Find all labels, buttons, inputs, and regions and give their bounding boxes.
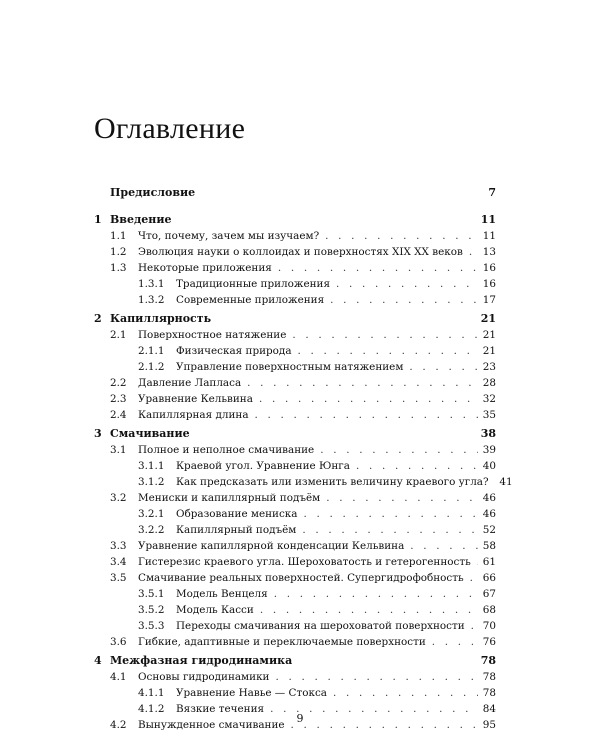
toc-leader-dots bbox=[333, 686, 478, 700]
toc-subsection-row[interactable] bbox=[94, 293, 496, 307]
toc-leader-dots bbox=[255, 408, 478, 422]
toc-entry-number: 3.5.3 bbox=[138, 620, 165, 632]
toc-leader-dots bbox=[336, 277, 478, 291]
toc-entry-label: Давление Лапласа bbox=[138, 377, 242, 389]
toc-entry-number: 2.2 bbox=[110, 377, 127, 389]
toc-entry-label: Межфазная гидродинамика bbox=[110, 654, 293, 667]
toc-entry-label: Традиционные приложения bbox=[176, 278, 331, 290]
toc-section-row[interactable] bbox=[94, 261, 496, 275]
toc-entry-page: 67 bbox=[482, 588, 496, 600]
toc-leader-dots bbox=[409, 360, 478, 374]
toc-subsection-row[interactable] bbox=[94, 603, 496, 617]
toc-entry-number: 2.3 bbox=[110, 393, 127, 405]
toc-section-row[interactable] bbox=[94, 635, 496, 649]
toc-leader-dots bbox=[432, 635, 478, 649]
toc-entry-page: 78 bbox=[482, 671, 496, 683]
toc-entry-label: Управление поверхностным натяжением bbox=[176, 361, 404, 373]
toc-entry-number: 1.3 bbox=[110, 262, 127, 274]
toc-entry-label: Предисловие bbox=[110, 186, 196, 199]
toc-entry-page: 78 bbox=[480, 654, 496, 667]
toc-entry-label: Капиллярность bbox=[110, 312, 212, 325]
toc-entry-number: 3.1 bbox=[110, 444, 127, 456]
toc-entry-page: 7 bbox=[488, 186, 496, 199]
toc-section-row[interactable] bbox=[94, 539, 496, 553]
toc-entry-label: Мениски и капиллярный подъём bbox=[138, 492, 321, 504]
toc-entry-number: 1 bbox=[94, 213, 102, 226]
toc-entry-page: 39 bbox=[482, 444, 496, 456]
toc-entry-label: Образование мениска bbox=[176, 508, 298, 520]
toc-section-row[interactable] bbox=[94, 328, 496, 342]
toc-leader-dots bbox=[247, 376, 478, 390]
toc-leader-dots bbox=[274, 587, 478, 601]
toc-entry-page: 17 bbox=[482, 294, 496, 306]
toc-entry-page: 61 bbox=[482, 556, 496, 568]
toc-entry-label: Гистерезис краевого угла. Шероховатость и гетерогенность bbox=[138, 556, 471, 568]
toc-entry-label: Что, почему, зачем мы изучаем? bbox=[138, 230, 320, 242]
toc-entry-page: 95 bbox=[482, 719, 496, 731]
toc-entry-label: Современные приложения bbox=[176, 294, 325, 306]
toc-entry-label: Капиллярная длина bbox=[138, 409, 249, 421]
toc-entry-label: Модель Венцеля bbox=[176, 588, 268, 600]
toc-section-row[interactable] bbox=[94, 392, 496, 406]
toc-entry-label: Физическая природа bbox=[176, 345, 292, 357]
toc-entry-label: Капиллярный подъём bbox=[176, 524, 297, 536]
toc-entry-number: 1.2 bbox=[110, 246, 127, 258]
toc-entry-number: 3.1.1 bbox=[138, 460, 165, 472]
toc-entry-number: 1.1 bbox=[110, 230, 127, 242]
toc-entry-number: 3.2.2 bbox=[138, 524, 165, 536]
toc-entry-page: 28 bbox=[482, 377, 496, 389]
page-title: Оглавление bbox=[94, 112, 246, 145]
toc-leader-dots bbox=[410, 539, 478, 553]
toc-entry-page: 16 bbox=[482, 278, 496, 290]
toc-entry-number: 3.3 bbox=[110, 540, 127, 552]
toc-leader-dots bbox=[292, 328, 478, 342]
toc-section-row[interactable] bbox=[94, 555, 496, 569]
toc-entry-number: 1.3.2 bbox=[138, 294, 165, 306]
toc-entry-page: 46 bbox=[482, 508, 496, 520]
toc-entry-page: 11 bbox=[480, 213, 496, 226]
toc-entry-number: 4.1.2 bbox=[138, 703, 165, 715]
toc-subsection-row[interactable] bbox=[94, 507, 496, 521]
toc-entry-number: 2.1.2 bbox=[138, 361, 165, 373]
toc-leader-dots bbox=[470, 571, 478, 585]
toc-entry-label: Краевой угол. Уравнение Юнга bbox=[176, 460, 350, 472]
toc-entry-label: Введение bbox=[110, 213, 172, 226]
toc-leader-dots bbox=[330, 293, 478, 307]
toc-entry-number: 4.1.1 bbox=[138, 687, 165, 699]
toc-leader-dots bbox=[302, 523, 478, 537]
toc-entry-page: 66 bbox=[482, 572, 496, 584]
toc-entry-page: 40 bbox=[482, 460, 496, 472]
toc-leader-dots bbox=[303, 507, 478, 521]
toc-section-row[interactable] bbox=[94, 245, 496, 259]
toc-chapter-row[interactable] bbox=[94, 186, 496, 200]
toc-entry-page: 58 bbox=[482, 540, 496, 552]
toc-entry-number: 4.1 bbox=[110, 671, 127, 683]
toc-subsection-row[interactable] bbox=[94, 587, 496, 601]
toc-entry-page: 78 bbox=[482, 687, 496, 699]
toc-entry-label: Гибкие, адаптивные и переключаемые поверхности bbox=[138, 636, 426, 648]
toc-subsection-row[interactable] bbox=[94, 686, 496, 700]
toc-entry-number: 3.4 bbox=[110, 556, 127, 568]
toc-entry-page: 41 bbox=[499, 476, 513, 488]
toc-chapter-row[interactable] bbox=[94, 213, 496, 227]
toc-entry-number: 2.1.1 bbox=[138, 345, 165, 357]
toc-section-row[interactable] bbox=[94, 408, 496, 422]
toc-chapter-row[interactable] bbox=[94, 427, 496, 441]
toc-section-row[interactable] bbox=[94, 376, 496, 390]
toc-leader-dots bbox=[298, 344, 478, 358]
toc-entry-label: Уравнение капиллярной конденсации Кельвина bbox=[138, 540, 405, 552]
toc-entry-page: 11 bbox=[482, 230, 496, 242]
toc-entry-number: 3.2.1 bbox=[138, 508, 165, 520]
toc-subsection-row[interactable] bbox=[94, 523, 496, 537]
toc-entry-page: 46 bbox=[482, 492, 496, 504]
toc-entry-label: Смачивание реальных поверхностей. Супергидрофобность bbox=[138, 572, 464, 584]
toc-leader-dots bbox=[471, 619, 478, 633]
toc-leader-dots bbox=[477, 555, 478, 569]
toc-entry-label: Основы гидродинамики bbox=[138, 671, 270, 683]
toc-entry-page: 13 bbox=[482, 246, 496, 258]
page-number: 9 bbox=[296, 712, 304, 725]
toc-entry-number: 3.1.2 bbox=[138, 476, 165, 488]
toc-leader-dots bbox=[278, 261, 478, 275]
toc-entry-number: 3.5.2 bbox=[138, 604, 165, 616]
toc-entry-page: 70 bbox=[482, 620, 496, 632]
toc-entry-number: 3.6 bbox=[110, 636, 127, 648]
toc-subsection-row[interactable] bbox=[94, 277, 496, 291]
toc-entry-number: 3.5 bbox=[110, 572, 127, 584]
toc-entry-label: Переходы смачивания на шероховатой поверхности bbox=[176, 620, 465, 632]
toc-entry-label: Эволюция науки о коллоидах и поверхностях XIX XX веков bbox=[138, 246, 463, 258]
toc-entry-label: Смачивание bbox=[110, 427, 190, 440]
toc-leader-dots bbox=[259, 392, 478, 406]
toc-chapter-row[interactable] bbox=[94, 312, 496, 326]
toc-entry-number: 3 bbox=[94, 427, 102, 440]
toc-entry-page: 21 bbox=[482, 345, 496, 357]
toc-entry-page: 68 bbox=[482, 604, 496, 616]
toc-section-row[interactable] bbox=[94, 670, 496, 684]
toc-subsection-row[interactable] bbox=[94, 619, 496, 633]
toc-leader-dots bbox=[326, 491, 478, 505]
toc-section-row[interactable] bbox=[94, 443, 496, 457]
toc-entry-number: 3.5.1 bbox=[138, 588, 165, 600]
toc-leader-dots bbox=[320, 443, 478, 457]
toc-entry-label: Поверхностное натяжение bbox=[138, 329, 287, 341]
toc-leader-dots bbox=[325, 229, 478, 243]
toc-entry-label: Некоторые приложения bbox=[138, 262, 272, 274]
toc-entry-page: 38 bbox=[480, 427, 496, 440]
toc-entry-page: 23 bbox=[482, 361, 496, 373]
toc-entry-page: 32 bbox=[482, 393, 496, 405]
toc-subsection-row[interactable] bbox=[94, 475, 513, 489]
toc-section-row[interactable] bbox=[94, 571, 496, 585]
toc-leader-dots bbox=[260, 603, 478, 617]
toc-entry-label: Уравнение Кельвина bbox=[138, 393, 253, 405]
toc-subsection-row[interactable] bbox=[94, 360, 496, 374]
toc-entry-label: Полное и неполное смачивание bbox=[138, 444, 315, 456]
toc-entry-page: 21 bbox=[480, 312, 496, 325]
toc-leader-dots bbox=[356, 459, 478, 473]
toc-entry-number: 4.2 bbox=[110, 719, 127, 731]
toc-entry-label: Уравнение Навье — Стокса bbox=[176, 687, 327, 699]
toc-section-row[interactable] bbox=[94, 229, 496, 243]
toc-entry-number: 1.3.1 bbox=[138, 278, 165, 290]
toc-entry-label: Модель Касси bbox=[176, 604, 254, 616]
toc-entry-number: 4 bbox=[94, 654, 102, 667]
toc-leader-dots bbox=[276, 670, 479, 684]
toc-entry-number: 3.2 bbox=[110, 492, 127, 504]
toc-entry-page: 76 bbox=[482, 636, 496, 648]
toc-entry-label: Как предсказать или изменить величину краевого угла? bbox=[176, 476, 489, 488]
toc-entry-label: Вынужденное смачивание bbox=[138, 719, 285, 731]
toc-entry-number: 2 bbox=[94, 312, 102, 325]
toc-entry-number: 2.4 bbox=[110, 409, 127, 421]
toc-entry-page: 21 bbox=[482, 329, 496, 341]
toc-chapter-row[interactable] bbox=[94, 654, 496, 668]
toc-entry-page: 35 bbox=[482, 409, 496, 421]
toc-entry-number: 2.1 bbox=[110, 329, 127, 341]
toc-entry-label: Вязкие течения bbox=[176, 703, 265, 715]
toc-subsection-row[interactable] bbox=[94, 459, 496, 473]
toc-section-row[interactable] bbox=[94, 491, 496, 505]
toc-entry-page: 52 bbox=[482, 524, 496, 536]
toc-subsection-row[interactable] bbox=[94, 344, 496, 358]
toc-entry-page: 16 bbox=[482, 262, 496, 274]
toc-entry-page: 84 bbox=[482, 703, 496, 715]
toc-leader-dots bbox=[469, 245, 478, 259]
